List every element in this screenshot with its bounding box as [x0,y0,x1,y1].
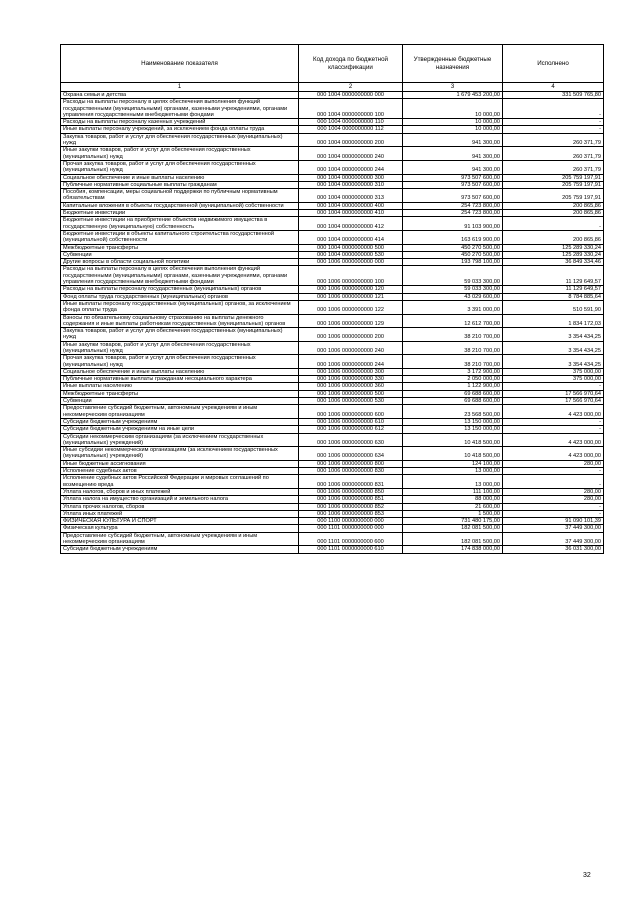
row-executed-amount: 11 129 649,57 [503,266,604,286]
row-executed-amount: 280,00 [503,488,604,495]
row-classification-code: 000 1004 0000000000 110 [299,119,403,126]
row-indicator-name: Субвенции [61,251,299,258]
row-approved-amount: 43 029 600,00 [403,293,503,300]
table-row [61,341,604,355]
row-executed-amount: 11 129 649,57 [503,286,604,293]
table-row [61,433,604,447]
row-approved-amount: 91 103 900,00 [403,217,503,231]
table-row [61,266,604,286]
row-indicator-name: Межбюджетные трансферты [61,244,299,251]
table-header-row [61,45,604,83]
row-approved-amount: 23 568 500,00 [403,405,503,419]
row-indicator-name: Расходы на выплаты персоналу в целях обеспечения выполнения функций государственными (муниципальными) органами, казенными учреждениями, органами управления государственными внебюджетными фондами [61,99,299,119]
table-row [61,259,604,266]
row-classification-code: 000 1101 0000000000 000 [299,525,403,532]
row-executed-amount: 91 090 101,39 [503,518,604,525]
row-indicator-name: Иные закупки товаров, работ и услуг для обеспечения государственных (муниципальных) нужд [61,147,299,161]
row-indicator-name: Бюджетные инвестиции на приобретение объектов недвижимого имущества в государственную (муниципальную) собственность [61,217,299,231]
row-indicator-name: ФИЗИЧЕСКАЯ КУЛЬТУРА И СПОРТ [61,518,299,525]
row-approved-amount: 450 270 500,00 [403,244,503,251]
row-approved-amount: 10 000,00 [403,119,503,126]
row-classification-code: 000 1004 0000000000 412 [299,217,403,231]
row-approved-amount: 124 100,00 [403,460,503,467]
row-classification-code: 000 1006 0000000000 853 [299,510,403,517]
row-classification-code: 000 1004 0000000000 112 [299,126,403,133]
row-indicator-name: Иные закупки товаров, работ и услуг для обеспечения государственных (муниципальных) нужд [61,341,299,355]
table-row [61,189,604,203]
column-number-4: 4 [503,83,604,92]
row-executed-amount: 260 371,79 [503,147,604,161]
row-executed-amount: - [503,383,604,390]
row-executed-amount: - [503,426,604,433]
column-number-row [61,83,604,92]
row-indicator-name: Предоставление субсидий бюджетным, автономным учреждениям и иным некоммерческим организациям [61,405,299,419]
row-indicator-name: Закупка товаров, работ и услуг для обеспечения государственных (муниципальных) нужд [61,133,299,147]
row-approved-amount: 10 000,00 [403,99,503,119]
table-row [61,244,604,251]
header-classification-code: Код дохода по бюджетной классификации [299,45,403,83]
row-indicator-name: Капитальные вложения в объекты государственной (муниципальной) собственности [61,202,299,209]
row-approved-amount: 88 000,00 [403,496,503,503]
row-indicator-name: Иные бюджетные ассигнования [61,460,299,467]
table-row [61,328,604,342]
row-classification-code: 000 1006 0000000000 300 [299,368,403,375]
row-classification-code: 000 1006 0000000000 852 [299,503,403,510]
table-body [61,92,604,554]
row-approved-amount: 254 723 800,00 [403,210,503,217]
row-approved-amount: 69 688 600,00 [403,398,503,405]
table-row [61,181,604,188]
row-indicator-name: Исполнение судебных актов [61,468,299,475]
row-classification-code: 000 1004 0000000000 300 [299,174,403,181]
table-row [61,210,604,217]
row-approved-amount: 21 600,00 [403,503,503,510]
row-executed-amount: - [503,510,604,517]
row-approved-amount: 174 838 000,00 [403,546,503,553]
row-approved-amount: 10 000,00 [403,126,503,133]
table-row [61,383,604,390]
header-indicator-name: Наименование показателя [61,45,299,83]
row-classification-code: 000 1101 0000000000 610 [299,546,403,553]
row-indicator-name: Субсидии бюджетным учреждениям на иные цели [61,426,299,433]
row-executed-amount: 8 784 885,64 [503,293,604,300]
table-row [61,398,604,405]
table-row [61,368,604,375]
row-indicator-name: Субсидии бюджетным учреждениям [61,418,299,425]
row-executed-amount: 205 759 197,91 [503,174,604,181]
row-executed-amount: 1 834 172,03 [503,314,604,328]
row-indicator-name: Физическая культура [61,525,299,532]
row-approved-amount: 13 000,00 [403,468,503,475]
row-approved-amount: 13 150 000,00 [403,418,503,425]
row-approved-amount: 10 418 500,00 [403,447,503,461]
table-row [61,525,604,532]
row-executed-amount: 260 371,79 [503,160,604,174]
header-executed: Исполнено [503,45,604,83]
row-executed-amount: - [503,475,604,489]
row-executed-amount: 200 865,86 [503,230,604,244]
row-classification-code: 000 1006 0000000000 800 [299,460,403,467]
table-row [61,468,604,475]
row-executed-amount: 3 354 434,25 [503,355,604,369]
row-indicator-name: Бюджетные инвестиции в объекты капитального строительства государственной (муниципальной) собственности [61,230,299,244]
row-executed-amount: 200 865,86 [503,210,604,217]
column-number-2: 2 [299,83,403,92]
row-classification-code: 000 1006 0000000000 000 [299,259,403,266]
row-indicator-name: Субвенции [61,398,299,405]
row-indicator-name: Публичные нормативные социальные выплаты гражданам [61,181,299,188]
row-executed-amount: 36 031 300,00 [503,546,604,553]
table-row [61,147,604,161]
row-approved-amount: 59 033 300,00 [403,266,503,286]
row-approved-amount: 111 100,00 [403,488,503,495]
table-row [61,503,604,510]
row-approved-amount: 38 210 700,00 [403,328,503,342]
row-indicator-name: Исполнение судебных актов Российской Федерации и мировых соглашений по возмещению вреда [61,475,299,489]
row-executed-amount: 125 289 330,24 [503,244,604,251]
row-executed-amount: - [503,503,604,510]
row-indicator-name: Прочая закупка товаров, работ и услуг для обеспечения государственных (муниципальных) нужд [61,355,299,369]
row-executed-amount: 200 865,86 [503,202,604,209]
table-row [61,174,604,181]
row-executed-amount: 375 000,00 [503,368,604,375]
row-indicator-name: Бюджетные инвестиции [61,210,299,217]
table-row [61,518,604,525]
row-classification-code: 000 1006 0000000000 634 [299,447,403,461]
row-approved-amount: 13 150 000,00 [403,426,503,433]
table-row [61,133,604,147]
row-approved-amount: 2 050 000,00 [403,376,503,383]
row-indicator-name: Расходы на выплаты персоналу казенных учреждений [61,119,299,126]
document-page [60,44,603,554]
table-row [61,160,604,174]
table-row [61,99,604,119]
row-approved-amount: 12 612 700,00 [403,314,503,328]
row-classification-code: 000 1101 0000000000 600 [299,532,403,546]
table-row [61,230,604,244]
row-indicator-name: Уплата прочих налогов, сборов [61,503,299,510]
row-approved-amount: 941 300,00 [403,160,503,174]
table-row [61,546,604,553]
row-indicator-name: Социальное обеспечение и иные выплаты населению [61,174,299,181]
row-indicator-name: Уплата иных платежей [61,510,299,517]
row-indicator-name: Уплата налогов, сборов и иных платежей [61,488,299,495]
table-row [61,300,604,314]
row-executed-amount: 331 509 765,80 [503,92,604,99]
row-approved-amount: 163 619 900,00 [403,230,503,244]
table-row [61,405,604,419]
header-approved-budget: Утвержденные бюджетные назначения [403,45,503,83]
row-classification-code: 000 1006 0000000000 100 [299,266,403,286]
row-executed-amount: 280,00 [503,496,604,503]
row-executed-amount: - [503,468,604,475]
row-classification-code: 000 1006 0000000000 122 [299,300,403,314]
row-indicator-name: Пособия, компенсации, меры социальной поддержки по публичным нормативным обязательствам [61,189,299,203]
table-row [61,119,604,126]
row-indicator-name: Уплата налога на имущество организаций и земельного налога [61,496,299,503]
row-approved-amount: 1 679 453 200,00 [403,92,503,99]
table-row [61,390,604,397]
row-executed-amount: 510 591,90 [503,300,604,314]
row-executed-amount: - [503,119,604,126]
table-row [61,376,604,383]
budget-execution-table [60,44,604,554]
row-classification-code: 000 1004 0000000000 410 [299,210,403,217]
row-executed-amount: 3 354 434,25 [503,328,604,342]
row-indicator-name: Субсидии некоммерческим организациям (за исключением государственных (муниципальных) учреждений) [61,433,299,447]
row-indicator-name: Межбюджетные трансферты [61,390,299,397]
row-classification-code: 000 1006 0000000000 830 [299,468,403,475]
row-executed-amount: 125 289 330,24 [503,251,604,258]
row-approved-amount: 182 081 500,00 [403,532,503,546]
table-row [61,286,604,293]
column-number-3: 3 [403,83,503,92]
row-indicator-name: Субсидии бюджетным учреждениям [61,546,299,553]
row-classification-code: 000 1004 0000000000 100 [299,99,403,119]
table-row [61,496,604,503]
table-row [61,447,604,461]
row-indicator-name: Фонд оплаты труда государственных (муниципальных) органов [61,293,299,300]
row-executed-amount: - [503,418,604,425]
row-indicator-name: Иные субсидии некоммерческим организациям (за исключением государственных (муниципальных) учреждений) [61,447,299,461]
table-row [61,202,604,209]
row-classification-code: 000 1006 0000000000 630 [299,433,403,447]
row-approved-amount: 69 688 600,00 [403,390,503,397]
row-classification-code: 000 1006 0000000000 500 [299,390,403,397]
row-indicator-name: Расходы на выплаты персоналу в целях обеспечения выполнения функций государственными (муниципальными) органами, казенными учреждениями, органами управления государственными внебюджетными фондами [61,266,299,286]
row-classification-code: 000 1006 0000000000 120 [299,286,403,293]
row-approved-amount: 973 507 600,00 [403,181,503,188]
row-classification-code: 000 1006 0000000000 850 [299,488,403,495]
row-executed-amount: 4 423 000,00 [503,405,604,419]
table-row [61,426,604,433]
row-executed-amount: 37 449 300,00 [503,532,604,546]
row-approved-amount: 1 122 900,00 [403,383,503,390]
row-classification-code: 000 1004 0000000000 500 [299,244,403,251]
row-indicator-name: Другие вопросы в области социальной политики [61,259,299,266]
row-approved-amount: 38 210 700,00 [403,355,503,369]
row-classification-code: 000 1100 0000000000 000 [299,518,403,525]
table-row [61,217,604,231]
row-indicator-name: Иные выплаты персоналу государственных (муниципальных) органов, за исключением фонда оплаты труда [61,300,299,314]
row-executed-amount: 17 566 970,64 [503,390,604,397]
row-classification-code: 000 1004 0000000000 414 [299,230,403,244]
row-executed-amount: 280,00 [503,460,604,467]
table-row [61,418,604,425]
row-executed-amount: 17 566 970,64 [503,398,604,405]
row-indicator-name: Расходы на выплаты персоналу государственных (муниципальных) органов [61,286,299,293]
row-indicator-name: Закупка товаров, работ и услуг для обеспечения государственных (муниципальных) нужд [61,328,299,342]
row-executed-amount: 260 371,79 [503,133,604,147]
table-row [61,251,604,258]
table-row [61,355,604,369]
row-classification-code: 000 1006 0000000000 612 [299,426,403,433]
row-executed-amount: - [503,99,604,119]
row-indicator-name: Иные выплаты населению [61,383,299,390]
row-classification-code: 000 1006 0000000000 330 [299,376,403,383]
row-classification-code: 000 1006 0000000000 610 [299,418,403,425]
row-executed-amount: 3 354 434,25 [503,341,604,355]
row-approved-amount: 941 300,00 [403,133,503,147]
row-classification-code: 000 1006 0000000000 129 [299,314,403,328]
row-executed-amount: 4 423 000,00 [503,433,604,447]
row-classification-code: 000 1006 0000000000 244 [299,355,403,369]
row-classification-code: 000 1004 0000000000 530 [299,251,403,258]
row-executed-amount: 205 759 197,91 [503,189,604,203]
row-approved-amount: 59 033 300,00 [403,286,503,293]
row-classification-code: 000 1004 0000000000 244 [299,160,403,174]
row-classification-code: 000 1006 0000000000 240 [299,341,403,355]
row-executed-amount: 36 849 334,46 [503,259,604,266]
table-row [61,510,604,517]
row-executed-amount: - [503,126,604,133]
row-executed-amount: 375 000,00 [503,376,604,383]
row-classification-code: 000 1004 0000000000 200 [299,133,403,147]
table-row [61,126,604,133]
row-approved-amount: 973 507 600,00 [403,189,503,203]
row-classification-code: 000 1004 0000000000 310 [299,181,403,188]
row-classification-code: 000 1006 0000000000 121 [299,293,403,300]
row-approved-amount: 13 000,00 [403,475,503,489]
row-approved-amount: 731 480 175,00 [403,518,503,525]
row-approved-amount: 3 172 900,00 [403,368,503,375]
row-classification-code: 000 1006 0000000000 851 [299,496,403,503]
row-classification-code: 000 1004 0000000000 313 [299,189,403,203]
row-executed-amount: 4 423 000,00 [503,447,604,461]
row-approved-amount: 1 500,00 [403,510,503,517]
row-indicator-name: Иные выплаты персоналу учреждений, за исключением фонда оплаты труда [61,126,299,133]
table-row [61,475,604,489]
row-approved-amount: 182 081 500,00 [403,525,503,532]
page-number: 32 [583,872,591,879]
row-indicator-name: Предоставление субсидий бюджетным, автономным учреждениям и иным некоммерческим организациям [61,532,299,546]
row-classification-code: 000 1006 0000000000 600 [299,405,403,419]
row-classification-code: 000 1006 0000000000 200 [299,328,403,342]
row-indicator-name: Публичные нормативные выплаты гражданам несоциального характера [61,376,299,383]
row-classification-code: 000 1006 0000000000 530 [299,398,403,405]
table-row [61,488,604,495]
row-classification-code: 000 1004 0000000000 400 [299,202,403,209]
table-row [61,532,604,546]
row-approved-amount: 254 723 800,00 [403,202,503,209]
row-approved-amount: 3 391 000,00 [403,300,503,314]
row-classification-code: 000 1006 0000000000 831 [299,475,403,489]
row-classification-code: 000 1004 0000000000 240 [299,147,403,161]
table-row [61,460,604,467]
table-row [61,92,604,99]
row-approved-amount: 10 418 500,00 [403,433,503,447]
row-indicator-name: Охрана семьи и детства [61,92,299,99]
row-approved-amount: 450 270 500,00 [403,251,503,258]
row-indicator-name: Взносы по обязательному социальному страхованию на выплаты денежного содержания и иные выплаты работникам государственных (муниципальных) органов [61,314,299,328]
row-approved-amount: 941 300,00 [403,147,503,161]
table-row [61,293,604,300]
row-approved-amount: 973 507 600,00 [403,174,503,181]
table-row [61,314,604,328]
row-classification-code: 000 1006 0000000000 360 [299,383,403,390]
row-classification-code: 000 1004 0000000000 000 [299,92,403,99]
row-indicator-name: Социальное обеспечение и иные выплаты населению [61,368,299,375]
row-executed-amount: 37 449 300,00 [503,525,604,532]
row-executed-amount: 205 759 197,91 [503,181,604,188]
row-executed-amount: - [503,217,604,231]
row-approved-amount: 193 798 100,00 [403,259,503,266]
column-number-1: 1 [61,83,299,92]
row-indicator-name: Прочая закупка товаров, работ и услуг для обеспечения государственных (муниципальных) нужд [61,160,299,174]
row-approved-amount: 38 210 700,00 [403,341,503,355]
